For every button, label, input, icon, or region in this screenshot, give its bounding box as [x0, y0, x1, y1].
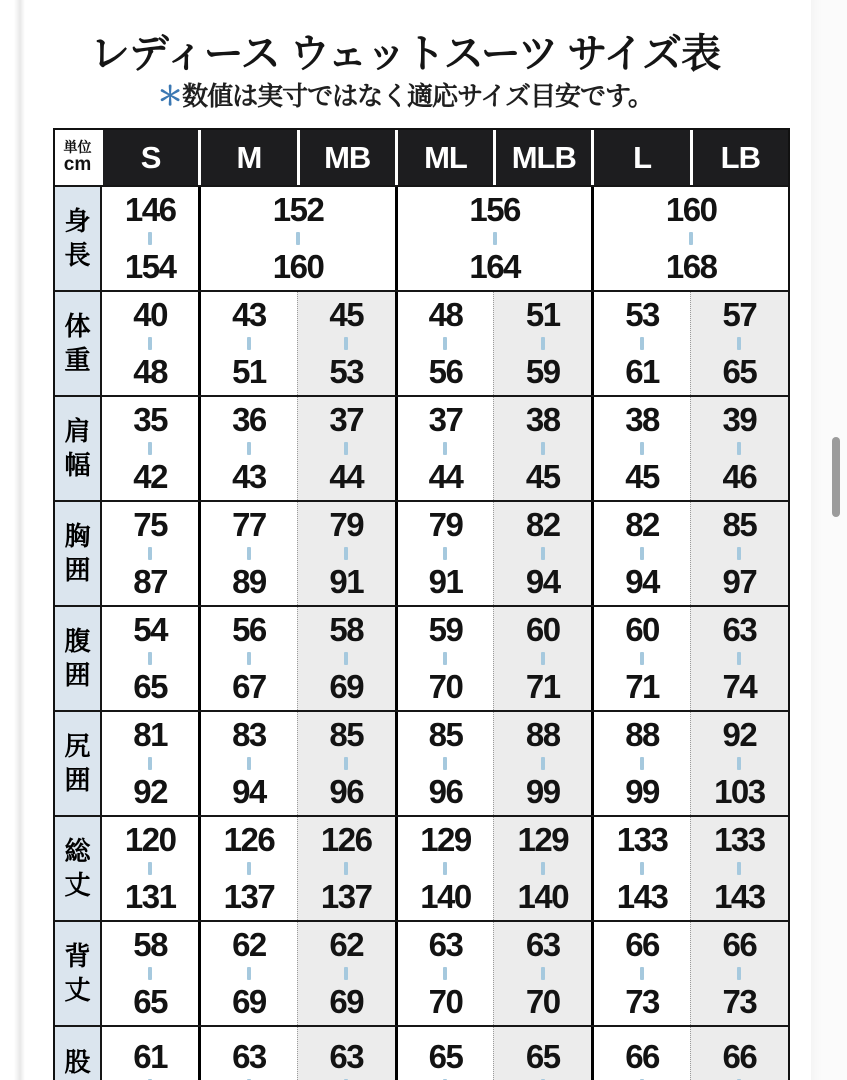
range-max: 91 — [428, 563, 463, 600]
range-max: 137 — [223, 878, 275, 915]
range-cell — [591, 607, 689, 710]
range-dash-icon — [148, 757, 152, 770]
size-header-m: M — [198, 130, 296, 185]
range-dash-icon — [344, 757, 348, 770]
unit-cell — [55, 130, 100, 185]
range-cell — [198, 1027, 296, 1080]
range-max: 140 — [420, 878, 471, 915]
range-cell — [395, 922, 493, 1025]
range-max: 154 — [124, 248, 176, 285]
range-min: 43 — [232, 296, 266, 334]
range-dash-icon — [541, 967, 545, 980]
range-cell — [591, 817, 689, 920]
range-max: 99 — [525, 773, 560, 810]
range-dash-icon — [247, 862, 251, 875]
range-cell — [297, 502, 395, 605]
range-min: 126 — [320, 821, 372, 859]
range-max: 44 — [428, 458, 463, 495]
range-min: 160 — [665, 191, 717, 229]
range-cell — [198, 922, 296, 1025]
range-min: 66 — [722, 926, 757, 964]
range-min: 39 — [722, 401, 757, 439]
table-body — [55, 187, 788, 1080]
range-dash-icon — [148, 547, 152, 560]
range-min: 92 — [722, 716, 757, 754]
range-min: 62 — [329, 926, 364, 964]
range-cell — [493, 712, 591, 815]
range-dash-icon — [737, 967, 741, 980]
range-cell — [493, 922, 591, 1025]
range-dash-icon — [640, 442, 644, 455]
range-max: 69 — [232, 983, 266, 1020]
range-min: 66 — [722, 1038, 757, 1075]
range-cell — [297, 817, 395, 920]
size-header-mb: MB — [297, 130, 395, 185]
range-dash-icon — [344, 337, 348, 350]
range-cell — [493, 292, 591, 395]
range-cell — [100, 922, 198, 1025]
range-cell — [690, 922, 788, 1025]
range-min: 37 — [329, 401, 364, 439]
range-dash-icon — [247, 967, 251, 980]
range-dash-icon — [344, 442, 348, 455]
range-min: 129 — [420, 821, 471, 859]
row-label: 尻 囲 — [55, 712, 100, 815]
range-dash-icon — [541, 652, 545, 665]
range-min: 58 — [133, 926, 167, 964]
range-min: 133 — [616, 821, 668, 859]
size-header-lb: LB — [690, 130, 788, 185]
range-cell — [591, 397, 689, 500]
range-max: 131 — [124, 878, 176, 915]
range-min: 83 — [232, 716, 266, 754]
range-min: 146 — [124, 191, 176, 229]
range-max: 94 — [232, 773, 266, 810]
range-cell — [493, 817, 591, 920]
range-min: 59 — [428, 611, 463, 649]
range-dash-icon — [148, 337, 152, 350]
range-min: 82 — [525, 506, 560, 544]
range-dash-icon — [541, 862, 545, 875]
range-dash-icon — [443, 442, 447, 455]
range-cell — [395, 712, 493, 815]
row-label: 総 丈 — [55, 817, 100, 920]
range-min: 63 — [525, 926, 560, 964]
range-min: 38 — [525, 401, 560, 439]
range-dash-icon — [737, 547, 741, 560]
range-dash-icon — [640, 337, 644, 350]
range-cell — [395, 502, 493, 605]
unit-value: cm — [63, 153, 92, 175]
range-min: 129 — [517, 821, 569, 859]
range-dash-icon — [689, 232, 693, 245]
row-label: 腹 囲 — [55, 607, 100, 710]
range-min: 36 — [232, 401, 266, 439]
row-label: 股 — [55, 1027, 100, 1080]
range-dash-icon — [541, 757, 545, 770]
size-header-mlb: MLB — [493, 130, 591, 185]
range-min: 79 — [428, 506, 463, 544]
range-max: 43 — [232, 458, 266, 495]
page-note-text: 数値は実寸ではなく適応サイズ目安です。 — [182, 81, 653, 111]
range-dash-icon — [541, 337, 545, 350]
range-max: 103 — [714, 773, 765, 810]
range-dash-icon — [296, 232, 300, 245]
range-cell — [493, 397, 591, 500]
range-cell — [395, 292, 493, 395]
range-cell — [100, 187, 198, 290]
range-dash-icon — [148, 232, 152, 245]
range-dash-icon — [640, 967, 644, 980]
range-min: 152 — [272, 191, 324, 229]
table-row-胸囲 — [55, 502, 788, 607]
range-max: 91 — [329, 563, 364, 600]
range-min: 51 — [525, 296, 560, 334]
range-dash-icon — [541, 442, 545, 455]
range-max: 45 — [625, 458, 659, 495]
range-min: 45 — [329, 296, 364, 334]
range-dash-icon — [344, 967, 348, 980]
range-max: 168 — [665, 248, 717, 285]
range-cell — [198, 502, 296, 605]
range-cell — [493, 1027, 591, 1080]
range-max: 53 — [329, 353, 364, 390]
row-label: 身 長 — [55, 187, 100, 290]
row-label: 肩 幅 — [55, 397, 100, 500]
range-max: 71 — [525, 668, 560, 705]
range-cell — [297, 1027, 395, 1080]
range-cell — [690, 502, 788, 605]
range-max: 42 — [133, 458, 167, 495]
range-cell — [690, 1027, 788, 1080]
range-min: 63 — [329, 1038, 364, 1075]
range-cell — [100, 292, 198, 395]
range-min: 57 — [722, 296, 757, 334]
range-cell — [493, 607, 591, 710]
range-cell — [198, 817, 296, 920]
row-label: 胸 囲 — [55, 502, 100, 605]
range-cell — [297, 292, 395, 395]
size-header-row — [55, 130, 788, 187]
range-dash-icon — [148, 862, 152, 875]
range-max: 97 — [722, 563, 757, 600]
range-dash-icon — [443, 652, 447, 665]
range-cell — [395, 607, 493, 710]
table-row-背丈 — [55, 922, 788, 1027]
range-min: 75 — [133, 506, 167, 544]
table-row-股 — [55, 1027, 788, 1080]
range-cell — [100, 1027, 198, 1080]
range-cell — [100, 712, 198, 815]
range-cell — [198, 397, 296, 500]
size-header-l: L — [591, 130, 689, 185]
range-cell — [591, 187, 788, 290]
range-cell — [395, 397, 493, 500]
size-header-ml: ML — [395, 130, 493, 185]
table-row-身長 — [55, 187, 788, 292]
range-min: 81 — [133, 716, 167, 754]
range-max: 46 — [722, 458, 757, 495]
range-min: 79 — [329, 506, 364, 544]
range-max: 96 — [329, 773, 364, 810]
range-dash-icon — [443, 757, 447, 770]
range-min: 61 — [133, 1038, 167, 1075]
range-max: 70 — [428, 983, 463, 1020]
range-max: 89 — [232, 563, 266, 600]
range-min: 85 — [329, 716, 364, 754]
range-cell — [591, 502, 689, 605]
range-cell — [297, 397, 395, 500]
range-dash-icon — [640, 652, 644, 665]
range-cell — [297, 712, 395, 815]
range-dash-icon — [148, 442, 152, 455]
asterisk-icon: ＊ — [157, 81, 183, 111]
range-cell — [100, 502, 198, 605]
range-min: 37 — [428, 401, 463, 439]
range-min: 62 — [232, 926, 266, 964]
range-dash-icon — [344, 862, 348, 875]
range-cell — [100, 817, 198, 920]
range-min: 88 — [525, 716, 560, 754]
range-max: 73 — [625, 983, 659, 1020]
unit-label: 単位 — [63, 139, 92, 156]
range-dash-icon — [247, 442, 251, 455]
range-cell — [198, 292, 296, 395]
range-max: 45 — [525, 458, 560, 495]
page-title: レディース ウェットスーツ サイズ表 — [89, 32, 721, 76]
range-cell — [690, 817, 788, 920]
range-min: 133 — [714, 821, 765, 859]
range-max: 69 — [329, 668, 364, 705]
range-max: 44 — [329, 458, 364, 495]
range-min: 66 — [625, 1038, 659, 1075]
range-min: 63 — [722, 611, 757, 649]
range-max: 73 — [722, 983, 757, 1020]
range-min: 60 — [525, 611, 560, 649]
range-max: 143 — [616, 878, 668, 915]
range-max: 70 — [525, 983, 560, 1020]
scrollbar-track[interactable] — [811, 0, 847, 1080]
row-label: 体 重 — [55, 292, 100, 395]
range-min: 35 — [133, 401, 167, 439]
table-row-総丈 — [55, 817, 788, 922]
range-cell — [690, 397, 788, 500]
range-dash-icon — [148, 967, 152, 980]
range-dash-icon — [344, 652, 348, 665]
range-max: 94 — [525, 563, 560, 600]
range-max: 56 — [428, 353, 463, 390]
range-min: 126 — [223, 821, 275, 859]
range-min: 66 — [625, 926, 659, 964]
range-min: 54 — [133, 611, 167, 649]
range-max: 65 — [722, 353, 757, 390]
scrollbar-thumb[interactable] — [832, 437, 840, 517]
range-dash-icon — [640, 757, 644, 770]
range-max: 59 — [525, 353, 560, 390]
range-max: 96 — [428, 773, 463, 810]
range-max: 94 — [625, 563, 659, 600]
range-dash-icon — [247, 547, 251, 560]
range-max: 137 — [320, 878, 372, 915]
range-cell — [395, 187, 592, 290]
range-max: 87 — [133, 563, 167, 600]
range-max: 143 — [714, 878, 765, 915]
range-cell — [100, 607, 198, 710]
range-max: 69 — [329, 983, 364, 1020]
range-dash-icon — [443, 337, 447, 350]
range-dash-icon — [737, 757, 741, 770]
range-cell — [198, 712, 296, 815]
range-dash-icon — [493, 232, 497, 245]
range-min: 38 — [625, 401, 659, 439]
range-dash-icon — [737, 337, 741, 350]
range-min: 65 — [428, 1038, 463, 1075]
range-dash-icon — [247, 337, 251, 350]
range-min: 63 — [232, 1038, 266, 1075]
range-min: 85 — [722, 506, 757, 544]
range-max: 160 — [272, 248, 324, 285]
table-row-尻囲 — [55, 712, 788, 817]
range-max: 99 — [625, 773, 659, 810]
size-table — [53, 128, 790, 1080]
range-max: 61 — [625, 353, 659, 390]
range-cell — [297, 922, 395, 1025]
row-label: 背 丈 — [55, 922, 100, 1025]
range-dash-icon — [443, 967, 447, 980]
range-cell — [198, 187, 395, 290]
range-min: 58 — [329, 611, 364, 649]
range-cell — [591, 292, 689, 395]
range-dash-icon — [443, 547, 447, 560]
range-min: 60 — [625, 611, 659, 649]
range-dash-icon — [737, 862, 741, 875]
range-dash-icon — [148, 652, 152, 665]
range-dash-icon — [344, 547, 348, 560]
table-row-体重 — [55, 292, 788, 397]
range-max: 70 — [428, 668, 463, 705]
range-min: 88 — [625, 716, 659, 754]
range-cell — [591, 712, 689, 815]
range-max: 140 — [517, 878, 569, 915]
range-cell — [591, 922, 689, 1025]
range-dash-icon — [737, 442, 741, 455]
range-max: 74 — [722, 668, 757, 705]
range-cell — [690, 712, 788, 815]
range-cell — [395, 817, 493, 920]
range-min: 77 — [232, 506, 266, 544]
table-row-腹囲 — [55, 607, 788, 712]
range-min: 56 — [232, 611, 266, 649]
range-max: 51 — [232, 353, 266, 390]
range-cell — [100, 397, 198, 500]
page-left-shadow — [14, 0, 25, 1080]
range-cell — [493, 502, 591, 605]
range-dash-icon — [247, 757, 251, 770]
page-note — [0, 76, 810, 113]
range-max: 92 — [133, 773, 167, 810]
range-dash-icon — [640, 547, 644, 560]
range-min: 82 — [625, 506, 659, 544]
range-min: 85 — [428, 716, 463, 754]
range-dash-icon — [443, 862, 447, 875]
range-dash-icon — [247, 652, 251, 665]
size-header-s: S — [100, 130, 198, 185]
range-dash-icon — [737, 652, 741, 665]
range-max: 71 — [625, 668, 659, 705]
range-min: 65 — [525, 1038, 560, 1075]
range-cell — [297, 607, 395, 710]
range-max: 48 — [133, 353, 167, 390]
range-cell — [690, 607, 788, 710]
range-dash-icon — [541, 547, 545, 560]
range-min: 156 — [469, 191, 520, 229]
range-max: 65 — [133, 983, 167, 1020]
range-min: 40 — [133, 296, 167, 334]
range-min: 120 — [124, 821, 176, 859]
range-max: 65 — [133, 668, 167, 705]
range-max: 164 — [469, 248, 520, 285]
range-cell — [198, 607, 296, 710]
range-dash-icon — [640, 862, 644, 875]
range-max: 67 — [232, 668, 266, 705]
table-row-肩幅 — [55, 397, 788, 502]
range-cell — [395, 1027, 493, 1080]
range-min: 48 — [428, 296, 463, 334]
range-min: 53 — [625, 296, 659, 334]
range-cell — [591, 1027, 689, 1080]
range-min: 63 — [428, 926, 463, 964]
range-cell — [690, 292, 788, 395]
